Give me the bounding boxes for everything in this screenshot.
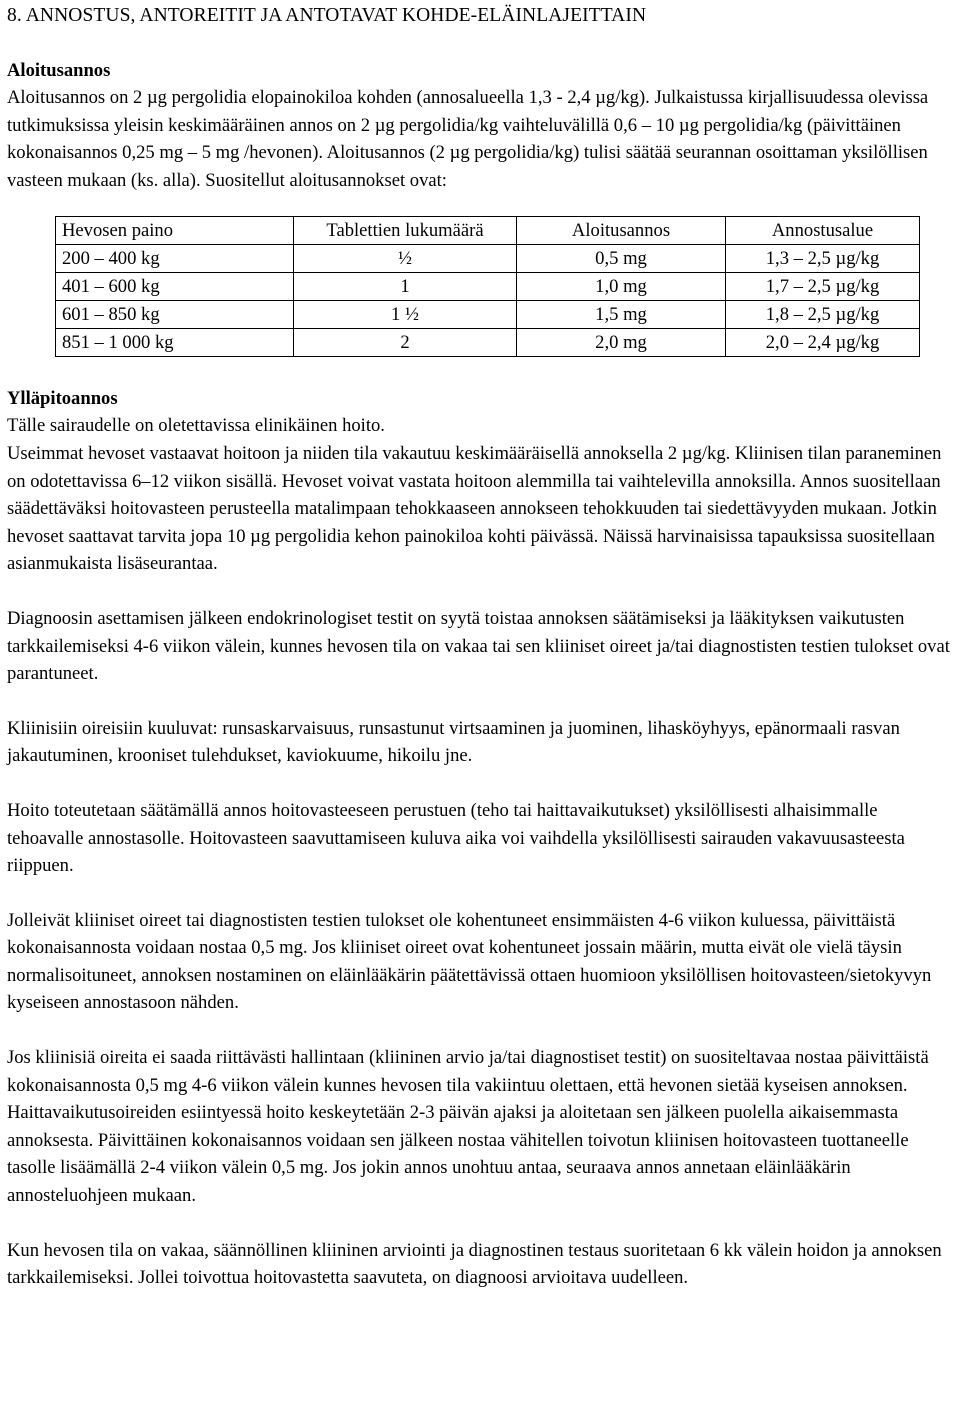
table-row bbox=[56, 301, 920, 329]
table-row bbox=[56, 273, 920, 301]
header-start-dose: Aloitusannos bbox=[517, 217, 726, 245]
cell-tablets: ½ bbox=[294, 245, 517, 273]
start-dose-heading: Aloitusannos bbox=[7, 60, 111, 81]
header-horse-weight: Hevosen paino bbox=[56, 217, 294, 245]
cell-dose: 1,5 mg bbox=[517, 301, 726, 329]
maintenance-line: Tälle sairaudelle on oletettavissa elinikäinen hoito. bbox=[7, 415, 385, 437]
cell-tablets: 1 bbox=[294, 273, 517, 301]
cell-weight: 200 – 400 kg bbox=[56, 245, 294, 273]
cell-weight: 851 – 1 000 kg bbox=[56, 329, 294, 357]
cell-range: 2,0 – 2,4 µg/kg bbox=[726, 329, 920, 357]
section-title: 8. ANNOSTUS, ANTOREITIT JA ANTOTAVAT KOHDE-ELÄINLAJEITTAIN bbox=[7, 5, 647, 26]
cell-tablets: 2 bbox=[294, 329, 517, 357]
table-row bbox=[56, 329, 920, 357]
cell-range: 1,3 – 2,5 µg/kg bbox=[726, 245, 920, 273]
paragraph-treatment: Hoito toteutetaan säätämällä annos hoitovasteeseen perustuen (teho tai haittavaikutukset) yksilöllisesti alhaisimmalle tehoavalle annostasolle. Hoitovasteen saavuttamiseen kuluva aika voi vaihdella yksilöllisesti sairauden vakavuusasteesta riippuen. bbox=[7, 799, 905, 877]
cell-range: 1,7 – 2,5 µg/kg bbox=[726, 273, 920, 301]
paragraph-symptoms: Kliinisiin oireisiin kuuluvat: runsaskarvaisuus, runsastunut virtsaaminen ja juominen, lihasköyhyys, epänormaali rasvan jakautuminen, krooniset tulehdukset, kaviokuume, hikoilu jne. bbox=[7, 717, 900, 767]
cell-dose: 0,5 mg bbox=[517, 245, 726, 273]
start-dose-text: Aloitusannos on 2 µg pergolidia elopainokiloa kohden (annosalueella 1,3 - 2,4 µg/kg). Julkaistussa kirjallisuudessa olevissa tutkimuksissa yleisin keskimääräinen annos on 2 µg pergolidia/kg vaihteluvälillä 0,6 – 10 µg pergolidia/kg (päivittäinen kokonaisannos 0,25 mg – 5 mg /hevonen). Aloitusannos (2 µg pergolidia/kg) tulisi säätää seurannan osoittaman yksilöllisen vasteen mukaan (ks. alla). Suositellut aloitusannokset ovat: bbox=[7, 87, 929, 191]
table-header-row bbox=[56, 217, 920, 245]
cell-dose: 1,0 mg bbox=[517, 273, 726, 301]
cell-tablets: 1 ½ bbox=[294, 301, 517, 329]
document-page bbox=[0, 2, 960, 1292]
table-row bbox=[56, 245, 920, 273]
cell-weight: 401 – 600 kg bbox=[56, 273, 294, 301]
paragraph-stable-followup: Kun hevosen tila on vakaa, säännöllinen kliininen arviointi ja diagnostinen testaus suoritetaan 6 kk välein hoidon ja annoksen tarkkailemiseksi. Jollei toivottua hoitovastetta saavuteta, on diagnoosi arvioitava uudelleen. bbox=[7, 1239, 942, 1289]
paragraph-dose-increase: Jolleivät kliiniset oireet tai diagnostisten testien tulokset ole kohentuneet ensimmäisten 4-6 viikon kuluessa, päivittäistä kokonaisannosta voidaan nostaa 0,5 mg. Jos kliiniset oireet ovat kohentuneet jossain määrin, mutta eivät ole vielä täysin normalisoituneet, annoksen nostaminen on eläinlääkärin päätettävissä ottaen huomioon yksilöllisen hoitovasteen/sietokyvyn kyseiseen annostasoon nähden. bbox=[7, 909, 932, 1014]
header-dose-range: Annostusalue bbox=[726, 217, 920, 245]
paragraph-diagnosis: Diagnoosin asettamisen jälkeen endokrinologiset testit on syytä toistaa annoksen säätämiseksi ja lääkityksen vaikutusten tarkkailemiseksi 4-6 viikon välein, kunnes hevosen tila on vakaa tai sen kliiniset oireet ja/tai diagnostisten testien tulokset ovat parantuneet. bbox=[7, 607, 950, 685]
header-tablet-count: Tablettien lukumäärä bbox=[294, 217, 517, 245]
cell-dose: 2,0 mg bbox=[517, 329, 726, 357]
cell-weight: 601 – 850 kg bbox=[56, 301, 294, 329]
maintenance-text: Useimmat hevoset vastaavat hoitoon ja niiden tila vakautuu keskimääräisellä annoksella 2 µg/kg. Kliinisen tilan paraneminen on odotettavissa 6–12 viikon sisällä. Hevoset voivat vastata hoitoon alemmilla tai vaihtelevilla annoksilla. Annos suositellaan säädettäväksi hoitovasteen perusteella matalimpaan tehokkaaseen annokseen tehokkuuden tai siedettävyyden mukaan. Jotkin hevoset saattavat tarvita jopa 10 µg pergolidia kehon painokiloa kohti päivässä. Näissä harvinaisissa tapauksissa suositellaan asianmukaista lisäseurantaa. bbox=[7, 442, 942, 575]
dose-table bbox=[55, 216, 920, 357]
cell-range: 1,8 – 2,5 µg/kg bbox=[726, 301, 920, 329]
paragraph-insufficient-control: Jos kliinisiä oireita ei saada riittävästi hallintaan (kliininen arvio ja/tai diagnostiset testit) on suositeltavaa nostaa päivittäistä kokonaisannosta 0,5 mg 4-6 viikon välein kunnes hevosen tila vakiintuu olettaen, että hevonen sietää kyseisen annoksen. Haittavaikutusoireiden esiintyessä hoito keskeytetään 2-3 päivän ajaksi ja aloitetaan sen jälkeen puolella aikaisemmasta annoksesta. Päivittäinen kokonaisannos voidaan sen jälkeen nostaa vähitellen toivotun kliinisen hoitovasteen tuottaneelle tasolle lisäämällä 2-4 viikon välein 0,5 mg. Jos jokin annos unohtuu antaa, seuraava annos annetaan eläinlääkärin annosteluohjeen mukaan. bbox=[7, 1047, 929, 1207]
maintenance-heading: Ylläpitoannos bbox=[7, 388, 118, 410]
